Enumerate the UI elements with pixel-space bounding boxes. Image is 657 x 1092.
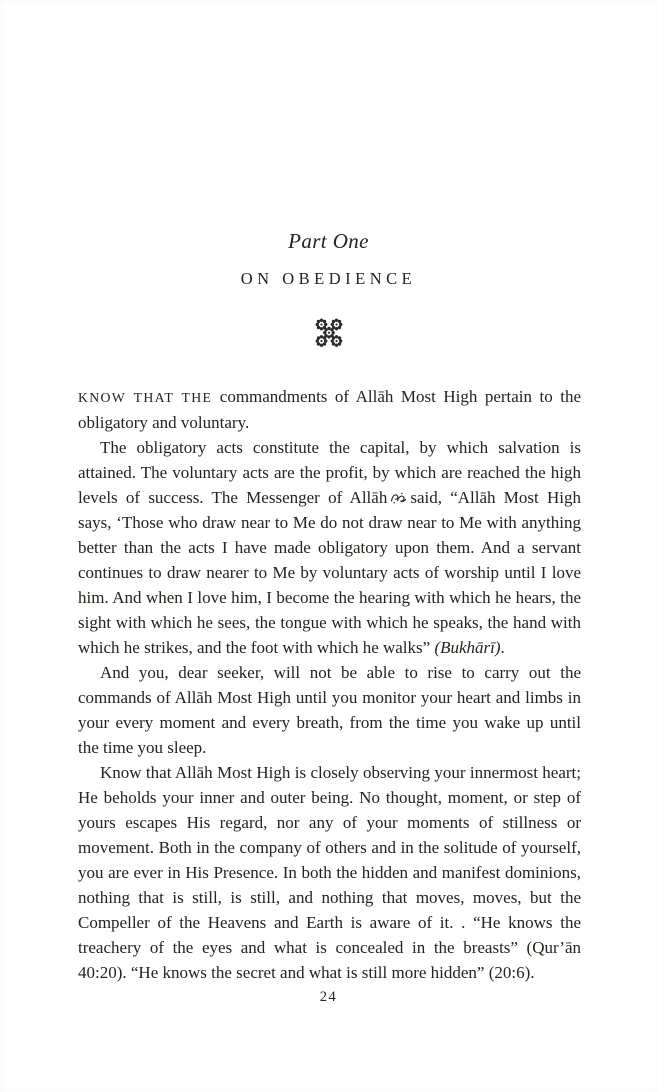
sallallahu-alayhi-wasallam-icon — [390, 491, 407, 505]
opening-smallcaps: KNOW THAT THE — [78, 390, 213, 405]
paragraph-2 — [78, 435, 581, 660]
part-title: Part One — [288, 229, 369, 253]
paragraph-2-text-after: said, “Allāh Most High says, ‘Those who draw near to Me do not draw near to Me with anything better than the acts I have made obligatory upon them. And a servant continues to draw nearer to Me by voluntary acts of worship until I love him. And when I love him, I become the hearing with which he hears, the sight with which he sees, the tongue with which he speaks, the hand with which he strikes, and the foot with which he walks” — [78, 488, 581, 657]
paragraph-3: And you, dear seeker, will not be able to rise to carry out the commands of Allāh Most High until you monitor your heart and limbs in your every moment and every breath, from the time you wake up until the time you sleep. — [78, 663, 581, 757]
paragraph-2-text-before: The obligatory acts constitute the capital, by which salvation is attained. The voluntary acts are the profit, by which are reached the high levels of success. The Messenger of Allāh — [78, 438, 581, 507]
hadith-source-citation: (Bukhārī) — [434, 638, 501, 657]
chapter-title: ON OBEDIENCE — [240, 269, 417, 288]
paragraph-2-terminator: . — [500, 638, 505, 657]
floral-rosette-ornament-icon — [312, 315, 346, 351]
page-number: 24 — [319, 989, 338, 1005]
chapter-heading — [0, 229, 657, 351]
paragraph-1-text: commandments of Allāh Most High pertain to the obligatory and voluntary. — [78, 387, 581, 432]
ornament-container — [0, 315, 657, 351]
body-text-block — [78, 384, 581, 985]
paragraph-1 — [78, 384, 581, 435]
paragraph-4: Know that Allāh Most High is closely observing your innermost heart; He beholds your inner and outer being. No thought, moment, or step of yours escapes His regard, nor any of your moments of stillness or movement. Both in the company of others and in the solitude of yourself, you are ever in His Presence. In both the hidden and manifest dominions, nothing that is still, is still, and nothing that moves, moves, but the Compeller of the Heavens and Earth is aware of it. . “He knows the treachery of the eyes and what is concealed in the breasts” (Qur’ān 40:20). “He knows the secret and what is still more hidden” (20:6). — [78, 763, 581, 982]
